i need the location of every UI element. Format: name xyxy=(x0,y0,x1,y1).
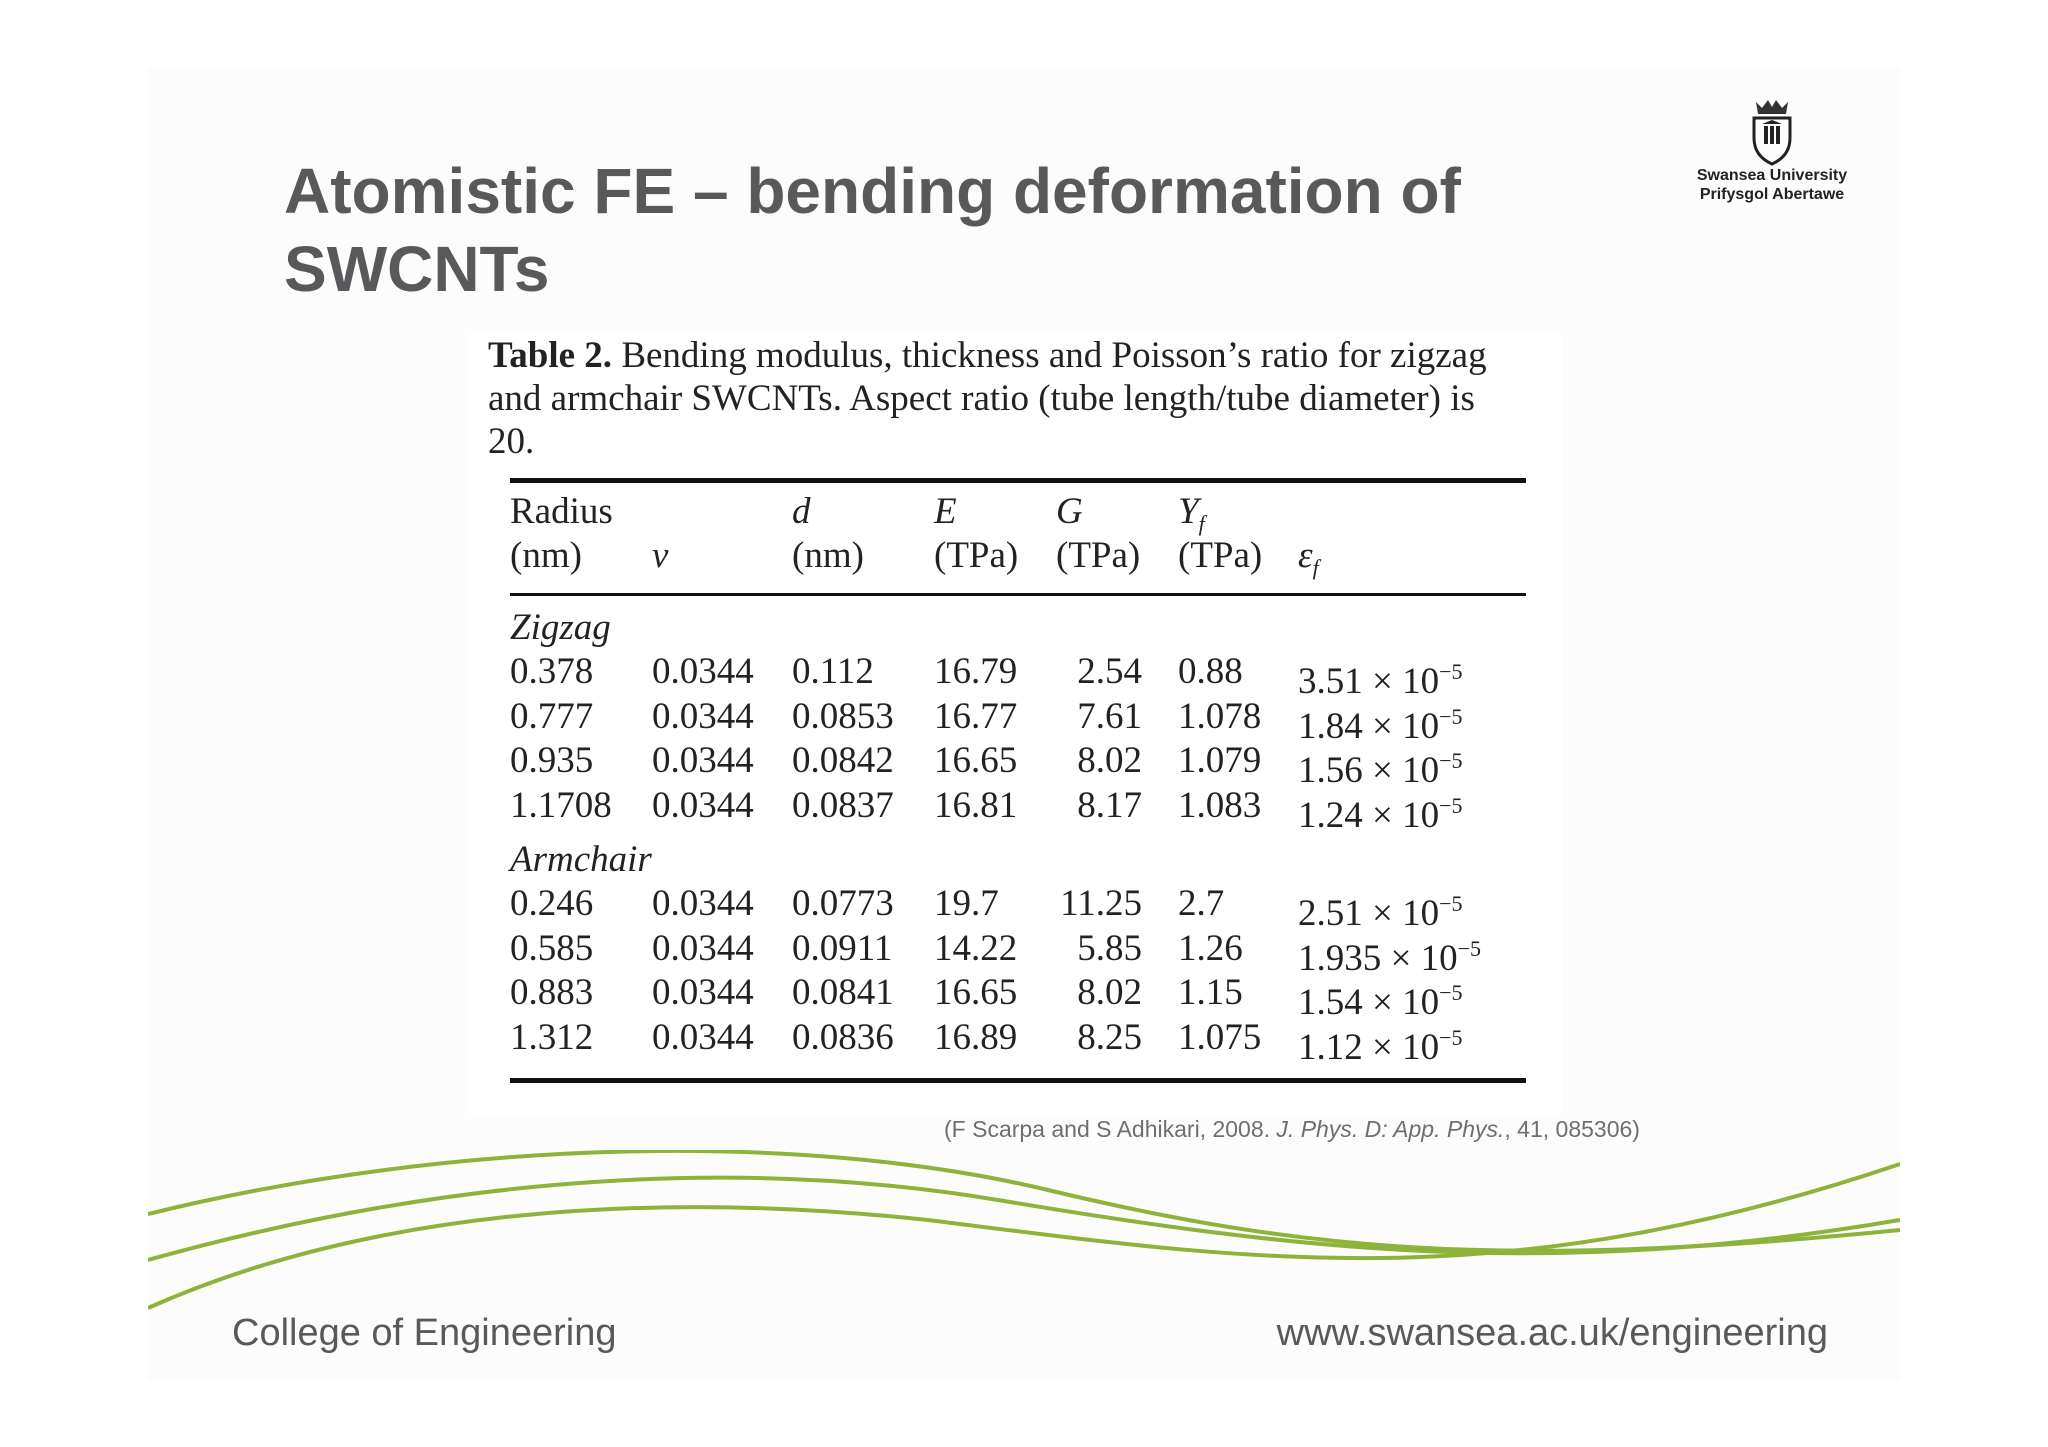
table-cell-yf: 1.079 xyxy=(1178,740,1262,781)
epsilon-base: 3.51 × 10 xyxy=(1298,661,1440,702)
slide-title: Atomistic FE – bending deformation of SWCNTs xyxy=(284,155,1461,305)
table-cell-d: 0.0837 xyxy=(792,784,894,826)
header-g: G xyxy=(1056,491,1083,532)
header-e: E xyxy=(934,491,957,532)
table-cell-radius: 0.246 xyxy=(510,883,594,924)
table-cell-g: 7.61 xyxy=(1077,695,1142,737)
table-cell-e: 16.81 xyxy=(934,784,1018,826)
table-caption xyxy=(488,334,1488,463)
table-cell-e: 19.7 xyxy=(934,883,999,924)
table-cell-yf: 1.26 xyxy=(1178,927,1243,969)
header-epsilon-symbol: ε xyxy=(1298,535,1313,576)
table-cell-nu: 0.0344 xyxy=(652,927,754,969)
section-label-zigzag: Zigzag xyxy=(510,607,611,648)
university-logo xyxy=(1682,98,1862,204)
citation xyxy=(944,1116,1640,1143)
table-cell-yf: 0.88 xyxy=(1178,651,1243,692)
table-cell-g: 11.25 xyxy=(1060,883,1142,924)
table-cell-g: 2.54 xyxy=(1077,651,1142,692)
epsilon-exponent: −5 xyxy=(1457,935,1482,961)
logo-line-1: Swansea University xyxy=(1696,167,1848,184)
table-cell-e: 16.79 xyxy=(934,651,1018,692)
table-cell-g: 8.25 xyxy=(1077,1016,1142,1058)
table-cell-radius: 1.312 xyxy=(510,1016,594,1058)
epsilon-exponent: −5 xyxy=(1439,891,1463,916)
table-cell-g: 8.02 xyxy=(1077,972,1142,1013)
table-cell-yf: 1.075 xyxy=(1178,1016,1262,1058)
caption-label: Table 2. xyxy=(488,335,613,376)
table-cell-g: 8.17 xyxy=(1077,784,1142,826)
section-label-armchair: Armchair xyxy=(510,839,652,880)
footer-url[interactable]: www.swansea.ac.uk/engineering xyxy=(1276,1312,1828,1354)
epsilon-base: 2.51 × 10 xyxy=(1298,893,1440,934)
epsilon-exponent: −5 xyxy=(1439,748,1463,773)
table-cell-radius: 0.378 xyxy=(510,651,594,692)
table-cell-d: 0.0911 xyxy=(792,927,893,969)
table-cell-epsilon xyxy=(1298,784,1463,838)
epsilon-base: 1.56 × 10 xyxy=(1298,750,1440,791)
header-nu: ν xyxy=(652,535,669,576)
table-cell-e: 16.89 xyxy=(934,1016,1018,1058)
table-cell-e: 16.65 xyxy=(934,972,1018,1013)
table-cell-nu: 0.0344 xyxy=(652,784,754,826)
epsilon-exponent: −5 xyxy=(1439,703,1463,729)
citation-authors: (F Scarpa and S Adhikari, 2008. xyxy=(944,1116,1277,1142)
header-epsilon xyxy=(1298,534,1319,590)
table-header-rule xyxy=(510,593,1526,596)
epsilon-base: 1.84 × 10 xyxy=(1298,705,1440,747)
table-cell-radius: 0.777 xyxy=(510,695,594,737)
table-cell-yf: 2.7 xyxy=(1178,883,1225,924)
table-cell-nu: 0.0344 xyxy=(652,651,754,692)
table-cell-d: 0.0773 xyxy=(792,883,894,924)
table-cell-radius: 0.585 xyxy=(510,927,594,969)
table-cell-d: 0.112 xyxy=(792,651,874,692)
table-cell-d: 0.0836 xyxy=(792,1016,894,1058)
table-cell-nu: 0.0344 xyxy=(652,1016,754,1058)
header-epsilon-subscript: f xyxy=(1312,555,1319,580)
table-cell-radius: 0.935 xyxy=(510,740,594,781)
header-radius: Radius xyxy=(510,491,613,532)
header-d-unit: (nm) xyxy=(792,535,864,576)
footer-college: College of Engineering xyxy=(232,1312,617,1354)
table-cell-nu: 0.0344 xyxy=(652,972,754,1013)
table-cell-nu: 0.0344 xyxy=(652,695,754,737)
epsilon-base: 1.24 × 10 xyxy=(1298,794,1440,836)
table-top-rule xyxy=(510,478,1526,483)
citation-journal: J. Phys. D: App. Phys. xyxy=(1276,1116,1505,1142)
header-e-unit: (TPa) xyxy=(934,535,1019,576)
header-yf-subscript: f xyxy=(1198,511,1205,536)
decorative-waves xyxy=(148,1150,1900,1320)
header-radius-unit: (nm) xyxy=(510,535,582,576)
epsilon-base: 1.12 × 10 xyxy=(1298,1026,1440,1068)
table-cell-nu: 0.0344 xyxy=(652,883,754,924)
epsilon-exponent: −5 xyxy=(1439,980,1463,1005)
header-yf-unit: (TPa) xyxy=(1178,535,1263,576)
epsilon-exponent: −5 xyxy=(1439,659,1463,684)
header-g-unit: (TPa) xyxy=(1056,535,1141,576)
table-cell-d: 0.0842 xyxy=(792,740,894,781)
table-cell-epsilon xyxy=(1298,1016,1463,1070)
table-cell-yf: 1.083 xyxy=(1178,784,1262,826)
logo-line-2: Prifysgol Abertawe xyxy=(1699,186,1845,203)
epsilon-exponent: −5 xyxy=(1439,1024,1463,1050)
table-cell-radius: 1.1708 xyxy=(510,784,612,826)
table-cell-g: 8.02 xyxy=(1077,740,1142,781)
table-cell-e: 14.22 xyxy=(934,927,1018,969)
table-cell-e: 16.77 xyxy=(934,695,1018,737)
table-cell-d: 0.0853 xyxy=(792,695,894,737)
epsilon-base: 1.54 × 10 xyxy=(1298,982,1440,1023)
header-yf-symbol: Y xyxy=(1178,491,1199,532)
caption-text: Bending modulus, thickness and Poisson’s ratio for zigzag and armchair SWCNTs. Aspect ratio (tube length/tube diameter) is 20. xyxy=(488,335,1487,462)
epsilon-exponent: −5 xyxy=(1439,792,1463,818)
table-cell-radius: 0.883 xyxy=(510,972,594,1013)
table-bottom-rule xyxy=(510,1078,1526,1083)
epsilon-base: 1.935 × 10 xyxy=(1298,937,1458,979)
citation-volume: , 41, 085306) xyxy=(1504,1116,1640,1142)
header-d: d xyxy=(792,491,811,532)
table-cell-e: 16.65 xyxy=(934,740,1018,781)
table-cell-yf: 1.078 xyxy=(1178,695,1262,737)
table-cell-d: 0.0841 xyxy=(792,972,894,1013)
university-crest-icon xyxy=(1746,98,1798,166)
table-cell-yf: 1.15 xyxy=(1178,972,1243,1013)
table-cell-g: 5.85 xyxy=(1077,927,1142,969)
table-cell-nu: 0.0344 xyxy=(652,740,754,781)
